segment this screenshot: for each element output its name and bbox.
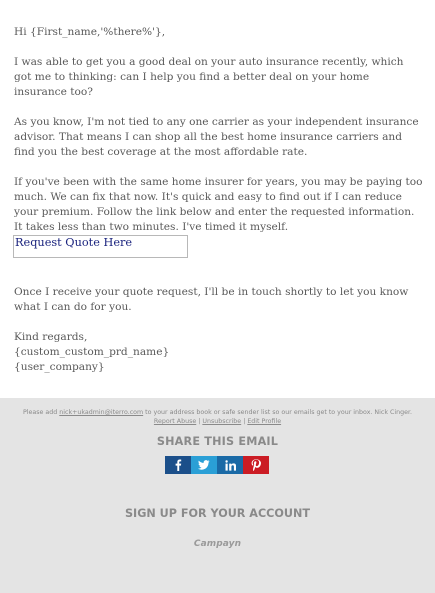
greeting: Hi {First_name,'%there%'}, xyxy=(14,26,166,38)
share-title: SHARE THIS EMAIL xyxy=(156,435,279,448)
note-suffix: to your address book or safe sender list so our emails get to your inbox. Nick Cinger. xyxy=(143,409,413,416)
email-closing xyxy=(14,285,424,375)
separator: | xyxy=(196,418,203,425)
twitter-share-button[interactable] xyxy=(191,456,217,474)
social-share-bar xyxy=(165,456,269,474)
paragraph-3: If you've been with the same home insurer for years, you may be paying too much. We can fix that now. It's quick and easy to find out if I can reduce your premium. Follow the link below and enter the requested information. It takes less than two minutes. I've timed it myself. xyxy=(14,176,423,233)
signup-title[interactable]: SIGN UP FOR YOUR ACCOUNT xyxy=(125,507,310,520)
safe-sender-note xyxy=(0,408,435,426)
sender-email-link[interactable]: nick+ukadmin@iterro.com xyxy=(59,409,144,416)
twitter-icon xyxy=(198,460,210,470)
signoff: Kind regards, xyxy=(14,331,88,343)
signature-company: {user_company} xyxy=(14,361,105,373)
paragraph-1: I was able to get you a good deal on your auto insurance recently, which got me to thinking: can I help you find a better deal on your home insurance too? xyxy=(14,56,404,98)
edit-profile-link[interactable]: Edit Profile xyxy=(247,418,282,425)
linkedin-share-button[interactable] xyxy=(217,456,243,474)
signature-name: {custom_custom_prd_name} xyxy=(14,346,170,358)
facebook-share-button[interactable] xyxy=(165,456,191,474)
pinterest-share-button[interactable] xyxy=(243,456,269,474)
campayn-logo[interactable]: Campayn xyxy=(193,539,242,549)
note-prefix: Please add xyxy=(22,409,60,416)
request-quote-box[interactable] xyxy=(13,235,188,258)
separator: | xyxy=(241,418,248,425)
linkedin-icon xyxy=(225,460,236,471)
closing-paragraph: Once I receive your quote request, I'll be in touch shortly to let you know what I can do for you. xyxy=(14,286,409,313)
report-abuse-link[interactable]: Report Abuse xyxy=(153,418,197,425)
request-quote-link[interactable]: Request Quote Here xyxy=(15,236,133,249)
signature xyxy=(14,330,424,375)
email-footer xyxy=(0,398,435,593)
unsubscribe-link[interactable]: Unsubscribe xyxy=(202,418,242,425)
email-body xyxy=(14,25,424,250)
paragraph-2: As you know, I'm not tied to any one carrier as your independent insurance advisor. That means I can shop all the best home insurance carriers and find you the best coverage at the most affordable rate. xyxy=(14,116,419,158)
pinterest-icon xyxy=(251,459,261,471)
facebook-icon xyxy=(173,459,183,471)
